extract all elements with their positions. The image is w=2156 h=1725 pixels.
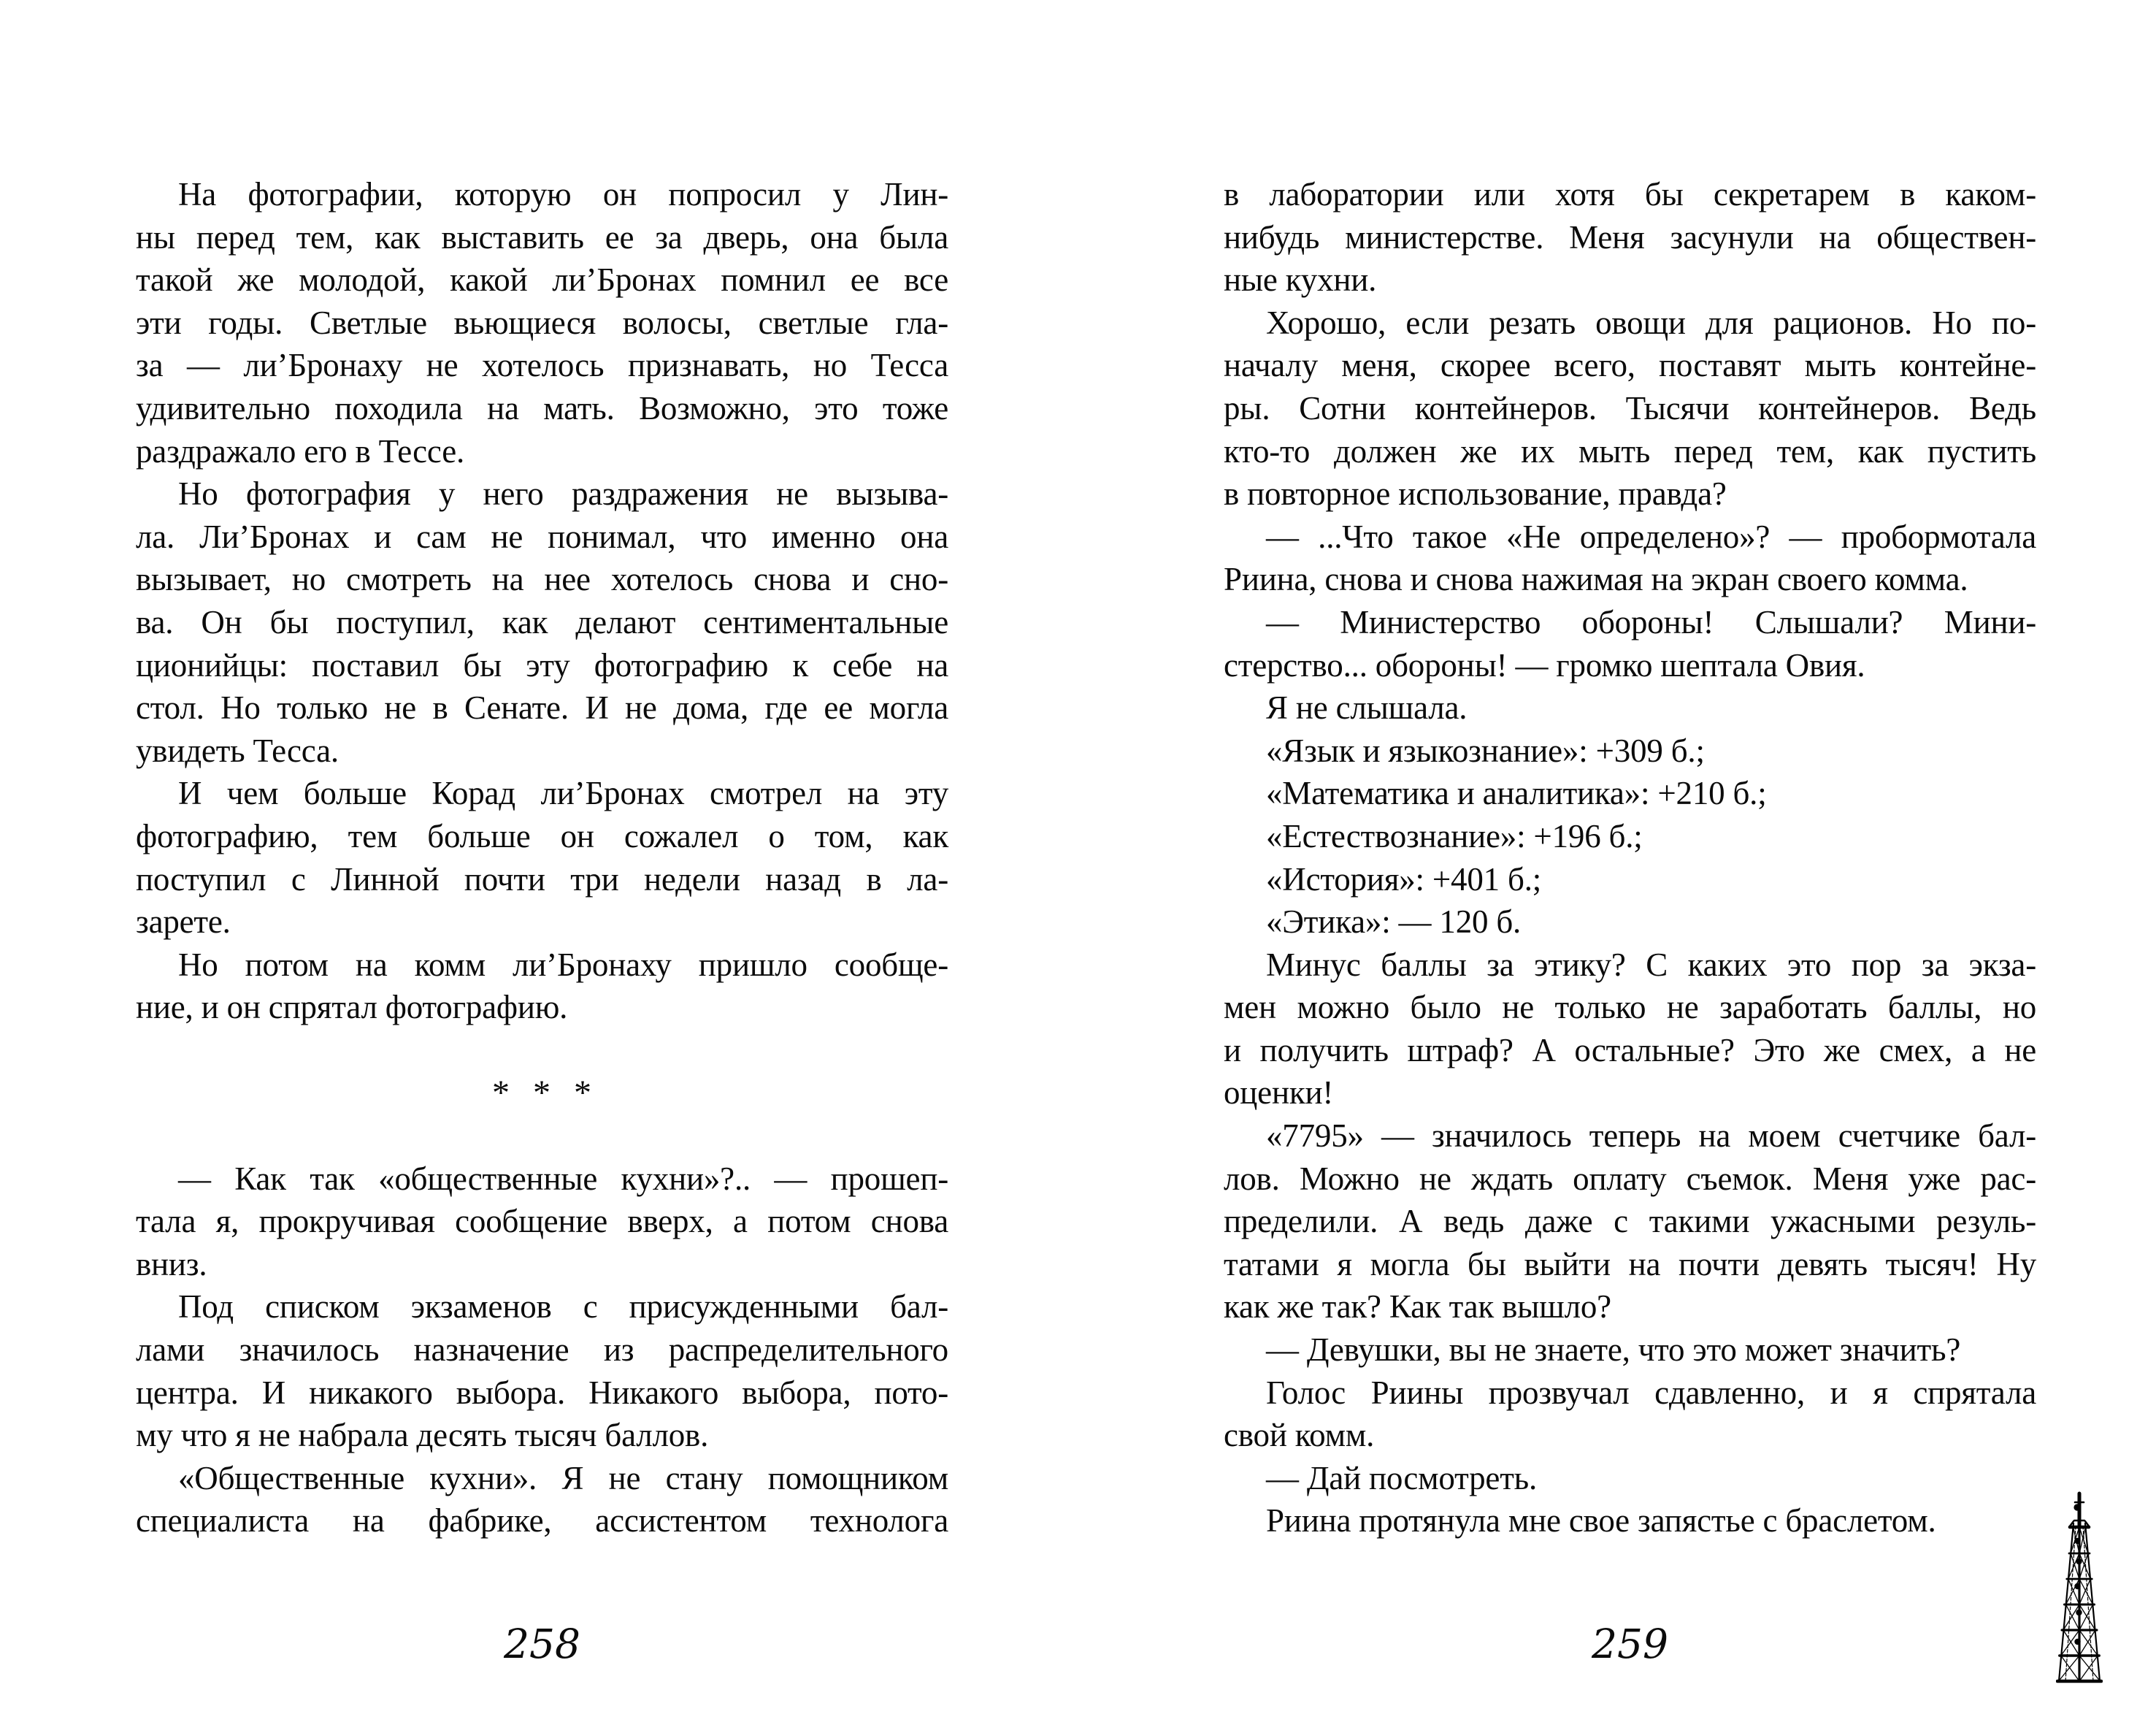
- text-line: ва. Он бы поступил, как делают сентиментальные: [136, 603, 948, 640]
- text-line: Голос Риины прозвучал сдавленно, и я спрятала: [1266, 1374, 2036, 1411]
- text-line: в лаборатории или хотя бы секретарем в каком-: [1224, 176, 2036, 213]
- text-line: стерство... обороны! — громко шептала Овия.: [1224, 646, 1865, 684]
- text-line: — Как так «общественные кухни»?.. — прошеп-: [178, 1160, 948, 1197]
- text-line: фотографию, тем больше он сожалел о том, как: [136, 817, 948, 854]
- lattice-radio-tower-icon: [2056, 1491, 2103, 1686]
- text-line: мен можно было не только не заработать баллы, но: [1224, 989, 2036, 1026]
- text-line: ные кухни.: [1224, 261, 1377, 299]
- text-line: лами значилось назначение из распределительного: [136, 1331, 948, 1369]
- text-line: И чем больше Корад ли’Бронах смотрел на эту: [178, 775, 948, 812]
- text-line: Риина, снова и снова нажимая на экран своего комма.: [1224, 561, 1968, 598]
- text-line: зарете.: [136, 903, 231, 941]
- text-line: такой же молодой, какой ли’Бронах помнил ее все: [136, 261, 948, 299]
- text-line: ны перед тем, как выставить ее за дверь, она была: [136, 218, 948, 256]
- text-line: эти годы. Светлые вьющиеся волосы, светлые гла-: [136, 304, 948, 341]
- text-line: Но фотография у него раздражения не вызыва-: [178, 475, 948, 513]
- text-line: му что я не набрала десять тысяч баллов.: [136, 1417, 709, 1454]
- left-page-text-column: [136, 173, 948, 1542]
- text-line: На фотографии, которую он попросил у Лин-: [178, 176, 948, 213]
- text-line: оценки!: [1224, 1074, 1334, 1112]
- text-line: — Министерство обороны! Слышали? Мини-: [1266, 603, 2036, 640]
- section-separator: [136, 1029, 948, 1158]
- text-line: удивительно походила на мать. Возможно, это тоже: [136, 389, 948, 427]
- text-line: Минус баллы за этику? С каких это пор за экза-: [1266, 946, 2036, 983]
- text-line: стол. Но только не в Сенате. И не дома, где ее могла: [136, 689, 948, 727]
- text-line: татами я могла бы выйти на почти девять тысяч! Ну: [1224, 1245, 2036, 1282]
- text-line: «Естествознание»: +196 б.;: [1266, 817, 1643, 854]
- text-line: увидеть Тесса.: [136, 732, 339, 769]
- text-line: лов. Можно не ждать оплату съемок. Меня уже рас-: [1224, 1160, 2036, 1197]
- text-line: Я не слышала.: [1266, 689, 1468, 727]
- text-line: специалиста на фабрике, ассистентом технолога: [136, 1502, 948, 1540]
- text-line: раздражало его в Тессе.: [136, 432, 465, 470]
- text-line: — Девушки, вы не знаете, что это может значить?: [1266, 1331, 1961, 1369]
- text-line: ры. Сотни контейнеров. Тысячи контейнеров. Ведь: [1224, 389, 2036, 427]
- text-line: Риина протянула мне свое запястье с браслетом.: [1266, 1502, 1936, 1540]
- page-number-right: 259: [1592, 1621, 1668, 1667]
- text-line: пределили. А ведь даже с такими ужасными резуль-: [1224, 1203, 2036, 1240]
- text-line: Но потом на комм ли’Бронаху пришло сообще-: [178, 946, 948, 983]
- text-line: за — ли’Бронаху не хотелось признавать, но Тесса: [136, 347, 948, 384]
- text-line: свой комм.: [1224, 1417, 1375, 1454]
- text-line: «Общественные кухни». Я не стану помощником: [178, 1459, 948, 1496]
- text-line: ционийцы: поставил бы эту фотографию к себе на: [136, 646, 948, 684]
- text-line: Хорошо, если резать овощи для рационов. Но по-: [1266, 304, 2036, 341]
- text-line: «Язык и языкознание»: +309 б.;: [1266, 732, 1705, 769]
- text-line: «Математика и аналитика»: +210 б.;: [1266, 775, 1767, 812]
- text-line: ние, и он спрятал фотографию.: [136, 989, 568, 1026]
- text-line: ла. Ли’Бронах и сам не понимал, что именно она: [136, 518, 948, 555]
- text-line: — Дай посмотреть.: [1266, 1459, 1538, 1496]
- separator-stars: * * *: [492, 1074, 592, 1113]
- text-line: «Этика»: — 120 б.: [1266, 903, 1522, 941]
- text-line: Под списком экзаменов с присужденными бал-: [178, 1288, 948, 1326]
- text-line: кто-то должен же их мыть перед тем, как пустить: [1224, 432, 2036, 470]
- text-line: вызывает, но смотреть на нее хотелось снова и сно-: [136, 561, 948, 598]
- text-line: тала я, прокручивая сообщение вверх, а потом снова: [136, 1203, 948, 1240]
- text-line: — ...Что такое «Не определено»? — пробормотала: [1266, 518, 2036, 555]
- text-line: поступил с Линной почти три недели назад в ла-: [136, 860, 948, 898]
- text-line: нибудь министерстве. Меня засунули на обществен-: [1224, 218, 2036, 256]
- right-page-text-column: [1224, 173, 2036, 1542]
- page-number-left: 258: [504, 1621, 580, 1667]
- text-line: «История»: +401 б.;: [1266, 860, 1542, 898]
- text-line: вниз.: [136, 1245, 207, 1282]
- text-line: как же так? Как так вышло?: [1224, 1288, 1611, 1326]
- text-line: и получить штраф? А остальные? Это же смех, а не: [1224, 1031, 2036, 1068]
- text-line: в повторное использование, правда?: [1224, 475, 1727, 513]
- text-line: началу меня, скорее всего, поставят мыть контейне-: [1224, 347, 2036, 384]
- text-line: центра. И никакого выбора. Никакого выбора, пото-: [136, 1374, 948, 1411]
- text-line: «7795» — значилось теперь на моем счетчике бал-: [1266, 1117, 2036, 1155]
